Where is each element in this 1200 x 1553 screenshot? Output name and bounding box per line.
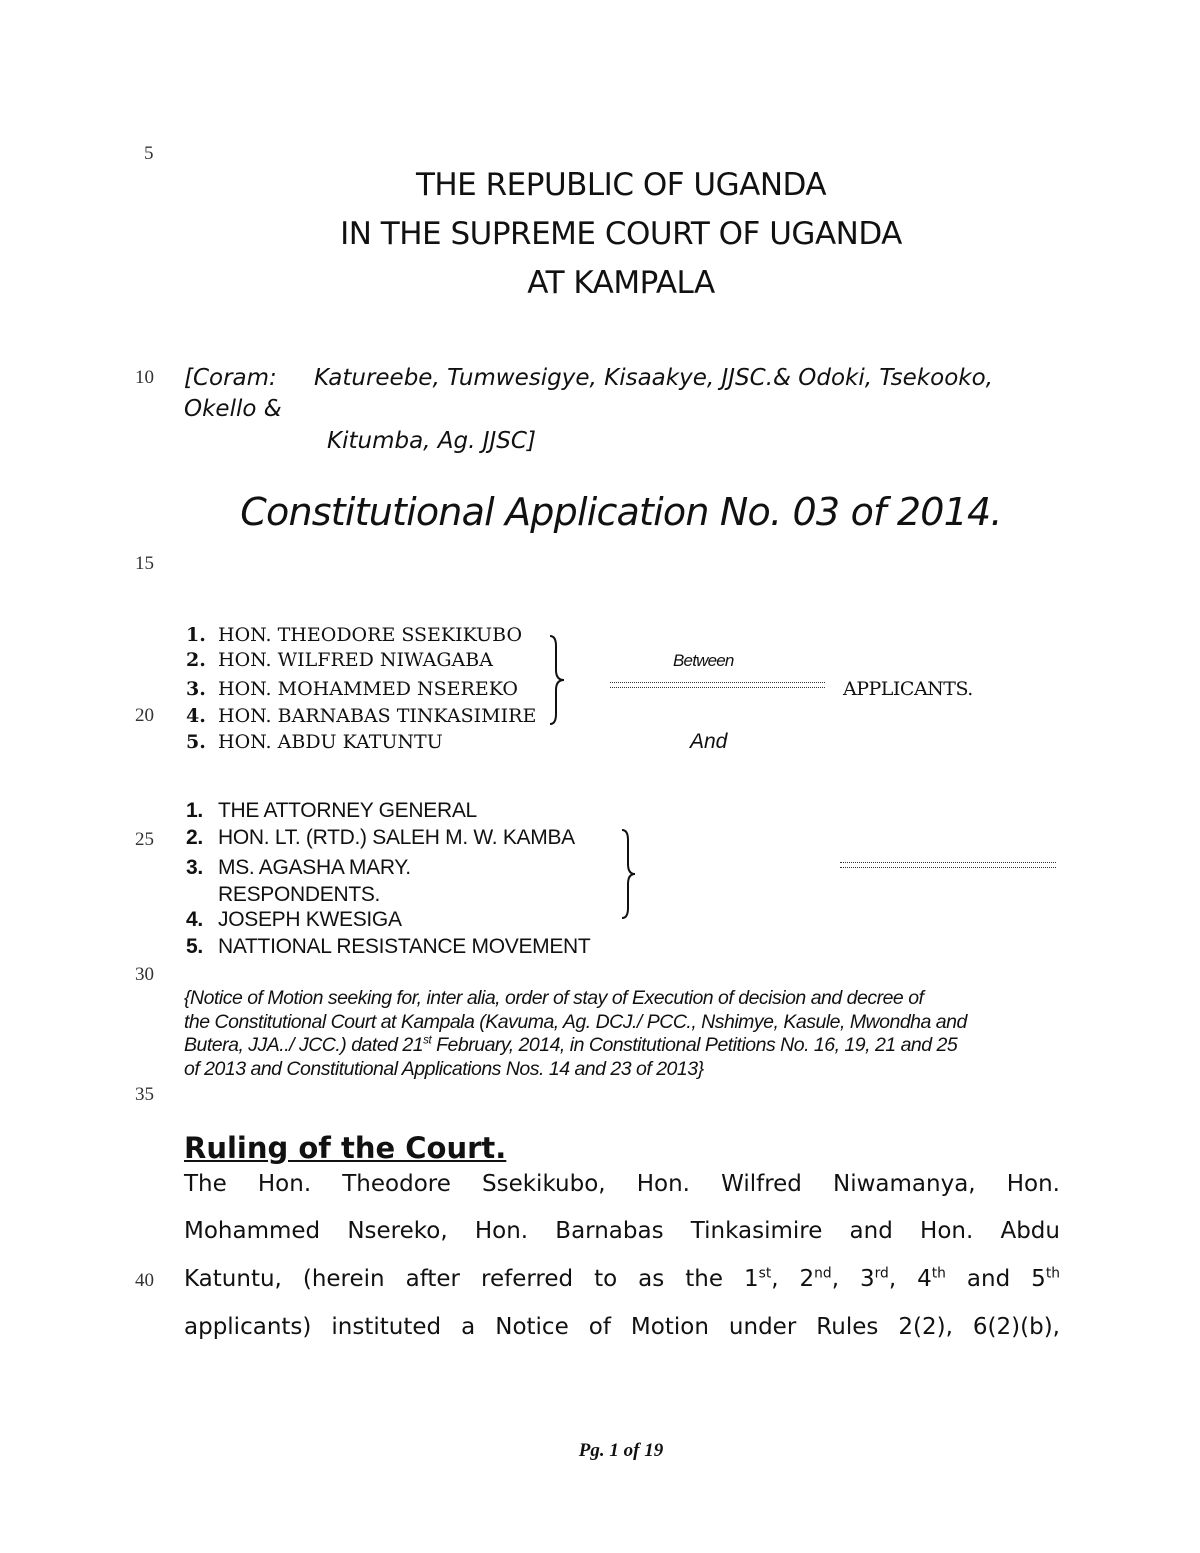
coram-judges-cont: Okello & [184,396,282,422]
item-number: 4. [186,908,203,931]
dotted-leader [610,682,825,688]
ruling-body-line: applicants) instituted a Notice of Motion under Rules 2(2), 6(2)(b), [184,1314,1060,1340]
applicant-item [186,731,443,753]
line-number: 10 [135,367,154,388]
respondent-item [186,826,575,850]
applicant-name: HON. THEODORE SSEKIKUBO [218,624,523,646]
case-title: Constitutional Application No. 03 of 2014. [240,490,1002,534]
ruling-heading: Ruling of the Court. [184,1131,507,1165]
applicants-brace [544,634,570,726]
line-number: 40 [135,1270,154,1291]
applicant-name: HON. BARNABAS TINKASIMIRE [218,705,537,727]
respondent-name: HON. LT. (RTD.) SALEH M. W. KAMBA [218,826,575,849]
applicant-name: HON. ABDU KATUNTU [218,731,443,753]
note-line: the Constitutional Court at Kampala (Kavuma, Ag. DCJ./ PCC., Nshimye, Kasule, Mwondha and [184,1010,967,1033]
applicant-item [186,624,522,646]
line-number: 30 [135,964,154,985]
between-label: Between [673,651,734,670]
applicant-item [186,705,536,727]
line-number: 5 [144,143,154,164]
respondent-name: MS. AGASHA MARY. [218,856,411,879]
motion-note [184,987,1064,1081]
respondent-item [186,799,477,823]
item-number: 5. [186,731,206,753]
respondent-item [186,908,402,932]
item-number: 2. [186,649,206,671]
note-line: of 2013 and Constitutional Applications Nos. 14 and 23 of 2013} [184,1057,704,1080]
respondent-item [186,935,590,959]
coram-judges-line2: Kitumba, Ag. JJSC] [327,428,536,454]
item-number: 3. [186,856,203,879]
note-line: {Notice of Motion seeking for, inter alia, order of stay of Execution of decision and decree of [184,987,924,1009]
item-number: 1. [186,799,203,822]
line-number: 20 [135,705,154,726]
applicants-role: APPLICANTS. [843,678,973,700]
respondent-name: THE ATTORNEY GENERAL [218,799,477,822]
page-number: Pg. 1 of 19 [578,1440,664,1461]
item-number: 4. [186,705,206,727]
ruling-body-line: The Hon. Theodore Ssekikubo, Hon. Wilfred Niwamanya, Hon. [184,1171,1060,1197]
respondents-role [186,883,380,907]
coram-judges: Katureebe, Tumwesigye, Kisaakye, JJSC.& Odoki, Tsekooko, [314,365,993,391]
respondent-item [186,856,411,880]
item-number: 2. [186,826,203,849]
respondents-brace [618,828,640,920]
and-label: And [690,730,728,753]
header-republic: THE REPUBLIC OF UGANDA [415,167,827,203]
note-line: Butera, JJA../ JCC.) dated 21st February, 2014, in Constitutional Petitions No. 16, 19, 21 and 25 [184,1033,958,1056]
ruling-body-line: Katuntu, (herein after referred to as the 1st, 2nd, 3rd, 4th and 5th [184,1265,1060,1292]
item-number: 5. [186,935,203,958]
respondents-role-label: RESPONDENTS. [218,883,381,906]
applicant-name: HON. MOHAMMED NSEREKO [218,678,518,700]
applicant-item [186,649,493,671]
coram-label: [Coram: [184,365,277,391]
line-number: 35 [135,1084,154,1105]
line-number: 25 [135,829,154,850]
dotted-leader [840,862,1056,868]
line-number: 15 [135,553,154,574]
ruling-body-line: Mohammed Nsereko, Hon. Barnabas Tinkasimire and Hon. Abdu [184,1218,1060,1244]
applicant-item [186,678,518,700]
applicant-name: HON. WILFRED NIWAGABA [218,649,493,671]
respondent-name: NATTIONAL RESISTANCE MOVEMENT [218,935,591,958]
header-court: IN THE SUPREME COURT OF UGANDA [340,216,902,252]
respondent-name: JOSEPH KWESIGA [218,908,402,931]
item-number: 1. [186,624,206,646]
item-number: 3. [186,678,206,700]
header-location: AT KAMPALA [527,265,715,301]
